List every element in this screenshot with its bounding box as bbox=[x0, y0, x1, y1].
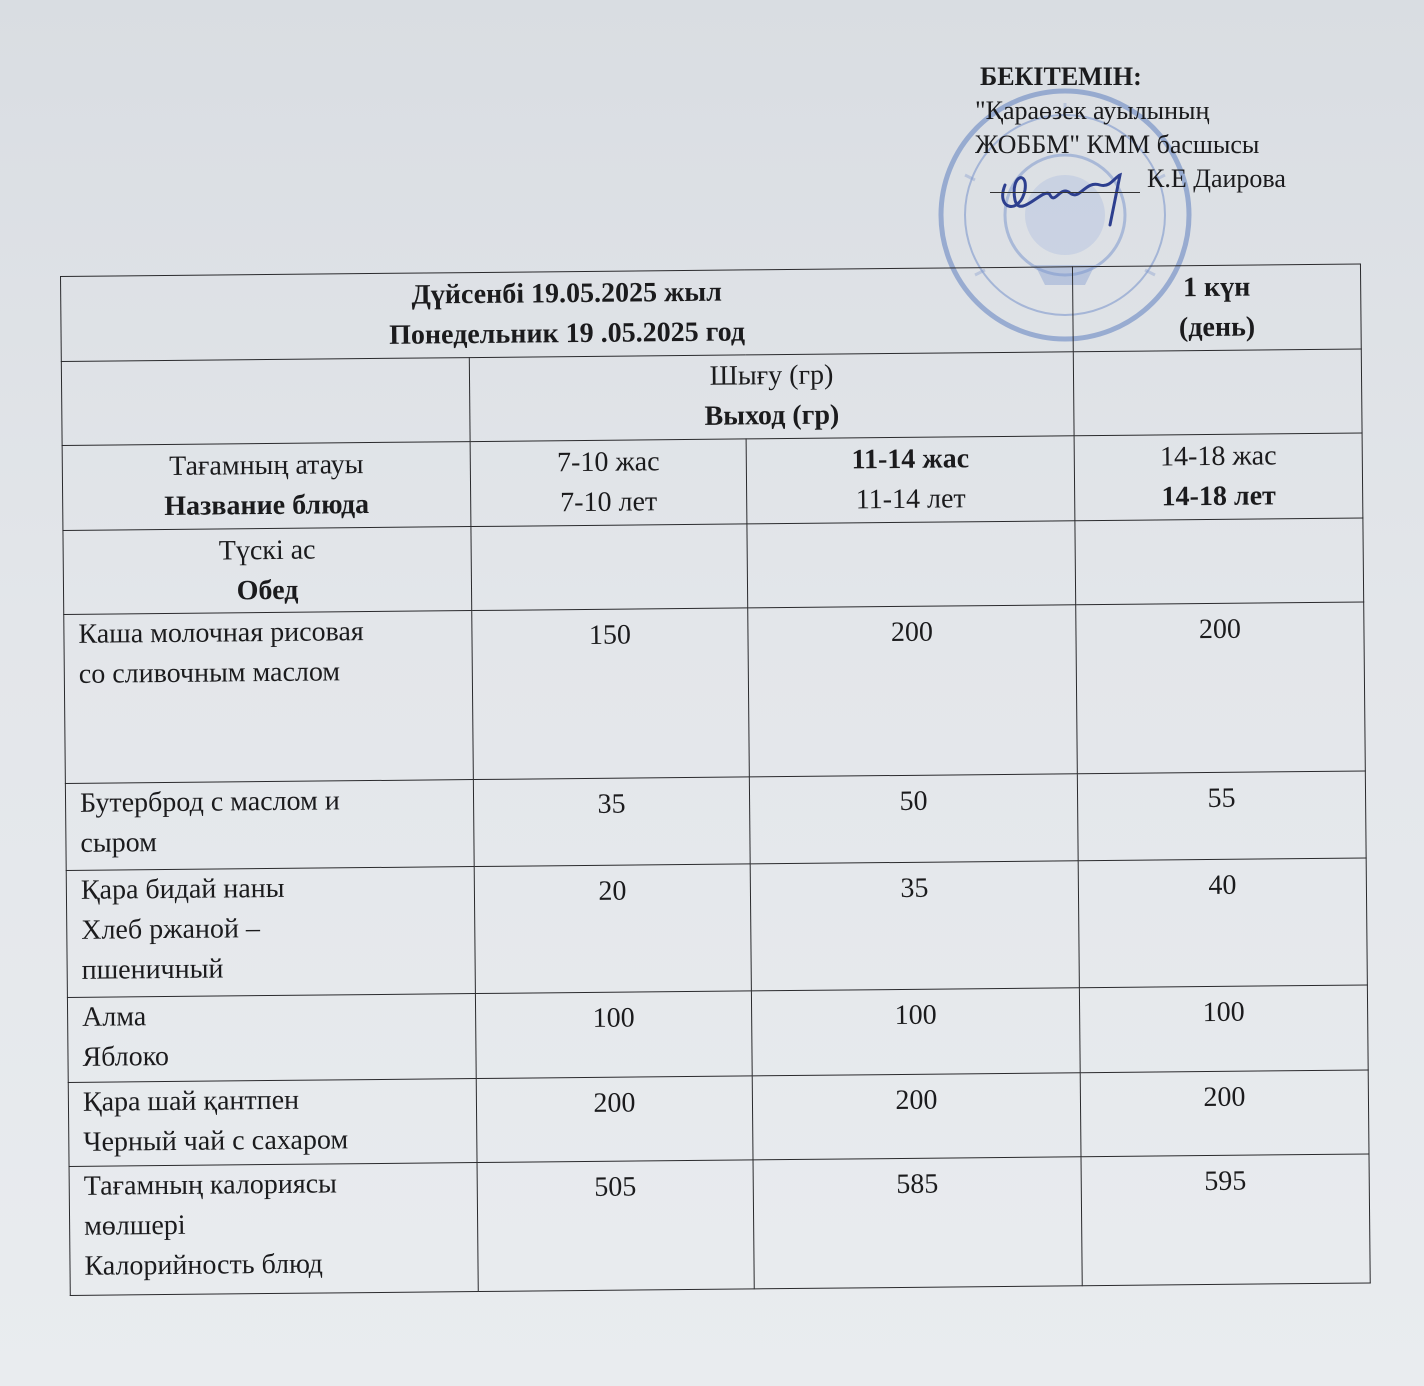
table-row bbox=[65, 771, 1366, 870]
age-group-kz: 11-14 жас bbox=[851, 443, 970, 476]
dish-name-line: Қара бидай наны bbox=[80, 872, 285, 906]
value-cell: 505 bbox=[477, 1160, 754, 1292]
meal-row bbox=[63, 518, 1364, 615]
table-row bbox=[67, 985, 1368, 1082]
signatory-name: К.Е Даирова bbox=[1147, 164, 1286, 193]
dish-name-cell bbox=[66, 867, 475, 998]
dish-name-line: Каша молочная рисовая bbox=[78, 616, 364, 651]
dish-name-line: сыром bbox=[80, 827, 158, 860]
dish-name-cell bbox=[64, 611, 474, 784]
meal-cell bbox=[63, 526, 472, 614]
value-cell: 35 bbox=[473, 777, 750, 866]
value-cell: 100 bbox=[751, 988, 1080, 1076]
age-group-cell bbox=[746, 436, 1075, 524]
dish-name-line: Хлеб ржаной – bbox=[81, 913, 261, 946]
approval-block bbox=[975, 60, 1335, 196]
day-cell bbox=[1072, 264, 1361, 351]
value-cell: 100 bbox=[1079, 985, 1368, 1072]
empty-cell bbox=[471, 524, 748, 611]
column-header-row bbox=[62, 433, 1363, 530]
empty-cell bbox=[747, 521, 1076, 609]
value-cell: 200 bbox=[1076, 602, 1366, 774]
dish-name-cell bbox=[67, 993, 476, 1081]
approval-heading: БЕКІТЕМІН: bbox=[980, 62, 1142, 91]
date-ru: Понедельник 19 .05.2025 год bbox=[389, 316, 746, 351]
table-row bbox=[64, 602, 1366, 784]
value-cell: 200 bbox=[752, 1072, 1081, 1160]
value-cell: 200 bbox=[748, 605, 1078, 777]
value-cell: 200 bbox=[476, 1075, 753, 1162]
dish-header-cell bbox=[62, 442, 471, 530]
dish-name-line: пшеничный bbox=[81, 953, 224, 986]
age-group-kz: 14-18 жас bbox=[1159, 440, 1277, 473]
empty-cell bbox=[61, 357, 470, 445]
dish-name-line: Калорийность блюд bbox=[84, 1248, 323, 1282]
date-kz: Дүйсенбі 19.05.2025 жыл bbox=[411, 276, 723, 311]
age-group-ru: 14-18 лет bbox=[1161, 480, 1276, 513]
value-cell: 100 bbox=[475, 991, 752, 1078]
empty-cell bbox=[1075, 518, 1364, 605]
dish-name-line: Қара шай қантпен bbox=[82, 1084, 300, 1118]
dish-header-ru: Название блюда bbox=[164, 488, 370, 522]
value-cell: 35 bbox=[750, 861, 1079, 991]
approval-line-1: "Қараөзек ауылының bbox=[975, 96, 1210, 125]
age-group-ru: 11-14 лет bbox=[855, 483, 966, 516]
dish-name-line: со сливочным маслом bbox=[78, 656, 341, 691]
signature-line bbox=[975, 162, 1335, 196]
value-cell: 20 bbox=[474, 864, 751, 994]
output-cell bbox=[469, 351, 1074, 441]
value-cell: 150 bbox=[472, 608, 750, 780]
day-ru: (день) bbox=[1178, 311, 1256, 344]
value-cell: 595 bbox=[1081, 1154, 1370, 1286]
dish-name-cell bbox=[69, 1163, 478, 1296]
value-cell: 200 bbox=[1080, 1069, 1369, 1156]
output-ru: Выход (гр) bbox=[704, 399, 840, 433]
table-row bbox=[68, 1069, 1369, 1166]
dish-name-line: мөлшері bbox=[83, 1209, 186, 1242]
dish-name-line: Яблоко bbox=[82, 1040, 170, 1073]
dish-name-line: Черный чай с сахаром bbox=[83, 1123, 349, 1158]
dish-name-line: Тағамның калориясы bbox=[83, 1168, 338, 1202]
dish-name-cell bbox=[68, 1078, 477, 1166]
age-group-cell bbox=[1074, 433, 1363, 520]
approval-line-2: ЖОББМ" КММ басшысы bbox=[975, 130, 1260, 159]
table-row bbox=[66, 858, 1367, 997]
meal-kz: Түскі ас bbox=[218, 534, 316, 567]
dish-name-line: Алма bbox=[81, 1001, 147, 1033]
date-cell bbox=[61, 267, 1074, 361]
day-kz: 1 күн bbox=[1182, 271, 1251, 304]
output-header-row bbox=[61, 349, 1362, 446]
table-row bbox=[69, 1154, 1370, 1295]
value-cell: 40 bbox=[1078, 858, 1367, 988]
empty-cell bbox=[1073, 349, 1362, 436]
value-cell: 585 bbox=[753, 1157, 1082, 1289]
dish-name-cell bbox=[65, 780, 474, 871]
menu-table bbox=[60, 264, 1371, 1296]
age-group-kz: 7-10 жас bbox=[556, 446, 660, 479]
age-group-ru: 7-10 лет bbox=[560, 486, 658, 519]
output-kz: Шығу (гр) bbox=[709, 359, 834, 393]
dish-name-line: Бутерброд с маслом и bbox=[79, 785, 340, 820]
meal-ru: Обед bbox=[236, 574, 299, 606]
table-title-row bbox=[61, 264, 1362, 361]
value-cell: 50 bbox=[749, 774, 1078, 864]
age-group-cell bbox=[470, 439, 747, 526]
dish-header-kz: Тағамның атауы bbox=[168, 449, 364, 482]
signature-rule bbox=[990, 192, 1140, 193]
value-cell: 55 bbox=[1077, 771, 1366, 860]
